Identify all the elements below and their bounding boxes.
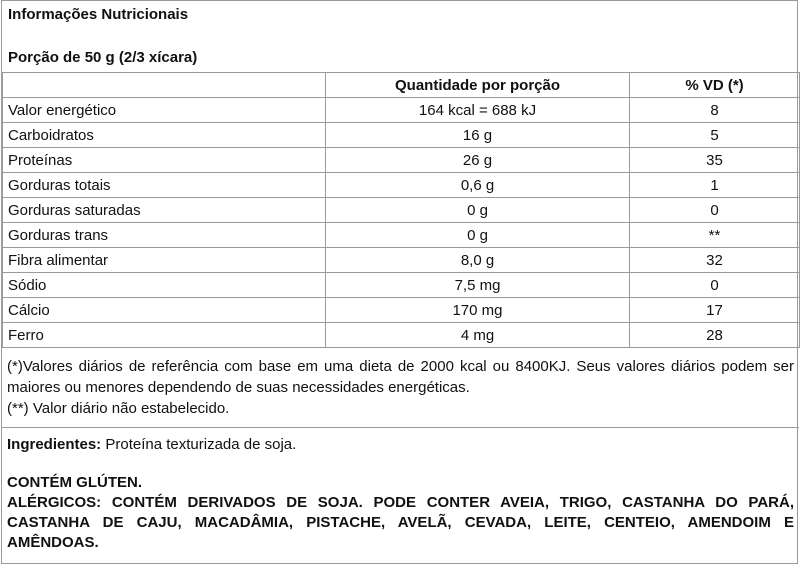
nutrient-name: Fibra alimentar bbox=[3, 248, 326, 273]
nutrient-name: Carboidratos bbox=[3, 123, 326, 148]
table-row bbox=[3, 273, 800, 298]
allergens bbox=[2, 467, 799, 563]
nutrient-daily-value: 28 bbox=[630, 323, 800, 348]
portion-size: Porção de 50 g (2/3 xícara) bbox=[8, 49, 198, 66]
nutrient-name: Proteínas bbox=[3, 148, 326, 173]
table-row bbox=[3, 298, 800, 323]
table-row bbox=[3, 98, 800, 123]
table-row bbox=[3, 123, 800, 148]
footnote-not-established: (**) Valor diário não estabelecido. bbox=[7, 400, 230, 417]
nutrient-quantity: 16 g bbox=[326, 123, 630, 148]
nutrient-daily-value: 8 bbox=[630, 98, 800, 123]
nutrient-quantity: 8,0 g bbox=[326, 248, 630, 273]
header-nutrient bbox=[3, 73, 326, 98]
nutrient-quantity: 0 g bbox=[326, 198, 630, 223]
nutrient-daily-value: 32 bbox=[630, 248, 800, 273]
nutrient-daily-value: 1 bbox=[630, 173, 800, 198]
nutrient-name: Gorduras trans bbox=[3, 223, 326, 248]
allergen-warning: ALÉRGICOS: CONTÉM DERIVADOS DE SOJA. PODE CONTER AVEIA, TRIGO, CASTANHA DO PARÁ, CASTANHA DE CAJU, MACADÂMIA, PISTACHE, AVELÃ, CEVADA, LEITE, CENTEIO, AMENDOIM E AMÊNDOAS. bbox=[7, 494, 794, 551]
ingredients-label: Ingredientes: bbox=[7, 436, 102, 453]
nutrient-name: Gorduras saturadas bbox=[3, 198, 326, 223]
nutrient-quantity: 0,6 g bbox=[326, 173, 630, 198]
panel-title: Informações Nutricionais bbox=[8, 6, 189, 23]
nutrient-daily-value: 5 bbox=[630, 123, 800, 148]
nutrient-daily-value: 17 bbox=[630, 298, 800, 323]
footnote-daily-values: (*)Valores diários de referência com base em uma dieta de 2000 kcal ou 8400KJ. Seus valores diários podem ser maiores ou menores dependendo de suas necessidades energéticas. bbox=[7, 358, 794, 396]
table-row bbox=[3, 223, 800, 248]
nutrient-daily-value: 0 bbox=[630, 198, 800, 223]
nutrient-name: Valor energético bbox=[3, 98, 326, 123]
nutrient-name: Cálcio bbox=[3, 298, 326, 323]
nutrient-name: Sódio bbox=[3, 273, 326, 298]
nutrition-table bbox=[2, 72, 800, 348]
nutrient-daily-value: 35 bbox=[630, 148, 800, 173]
header-quantity: Quantidade por porção bbox=[326, 73, 630, 98]
nutrient-quantity: 164 kcal = 688 kJ bbox=[326, 98, 630, 123]
nutrient-name: Ferro bbox=[3, 323, 326, 348]
nutrient-quantity: 170 mg bbox=[326, 298, 630, 323]
footnotes bbox=[2, 347, 799, 427]
nutrient-quantity: 0 g bbox=[326, 223, 630, 248]
table-row bbox=[3, 198, 800, 223]
ingredients bbox=[2, 427, 799, 467]
table-row bbox=[3, 248, 800, 273]
nutrient-daily-value: ** bbox=[630, 223, 800, 248]
nutrient-quantity: 26 g bbox=[326, 148, 630, 173]
nutrient-quantity: 4 mg bbox=[326, 323, 630, 348]
nutrient-daily-value: 0 bbox=[630, 273, 800, 298]
table-row bbox=[3, 148, 800, 173]
nutrient-name: Gorduras totais bbox=[3, 173, 326, 198]
gluten-warning: CONTÉM GLÚTEN. bbox=[7, 474, 142, 491]
nutrition-facts-panel bbox=[1, 0, 798, 564]
table-row bbox=[3, 173, 800, 198]
header-daily-value: % VD (*) bbox=[630, 73, 800, 98]
nutrient-quantity: 7,5 mg bbox=[326, 273, 630, 298]
table-header-row bbox=[3, 73, 800, 98]
ingredients-text: Proteína texturizada de soja. bbox=[101, 436, 297, 453]
table-row bbox=[3, 323, 800, 348]
